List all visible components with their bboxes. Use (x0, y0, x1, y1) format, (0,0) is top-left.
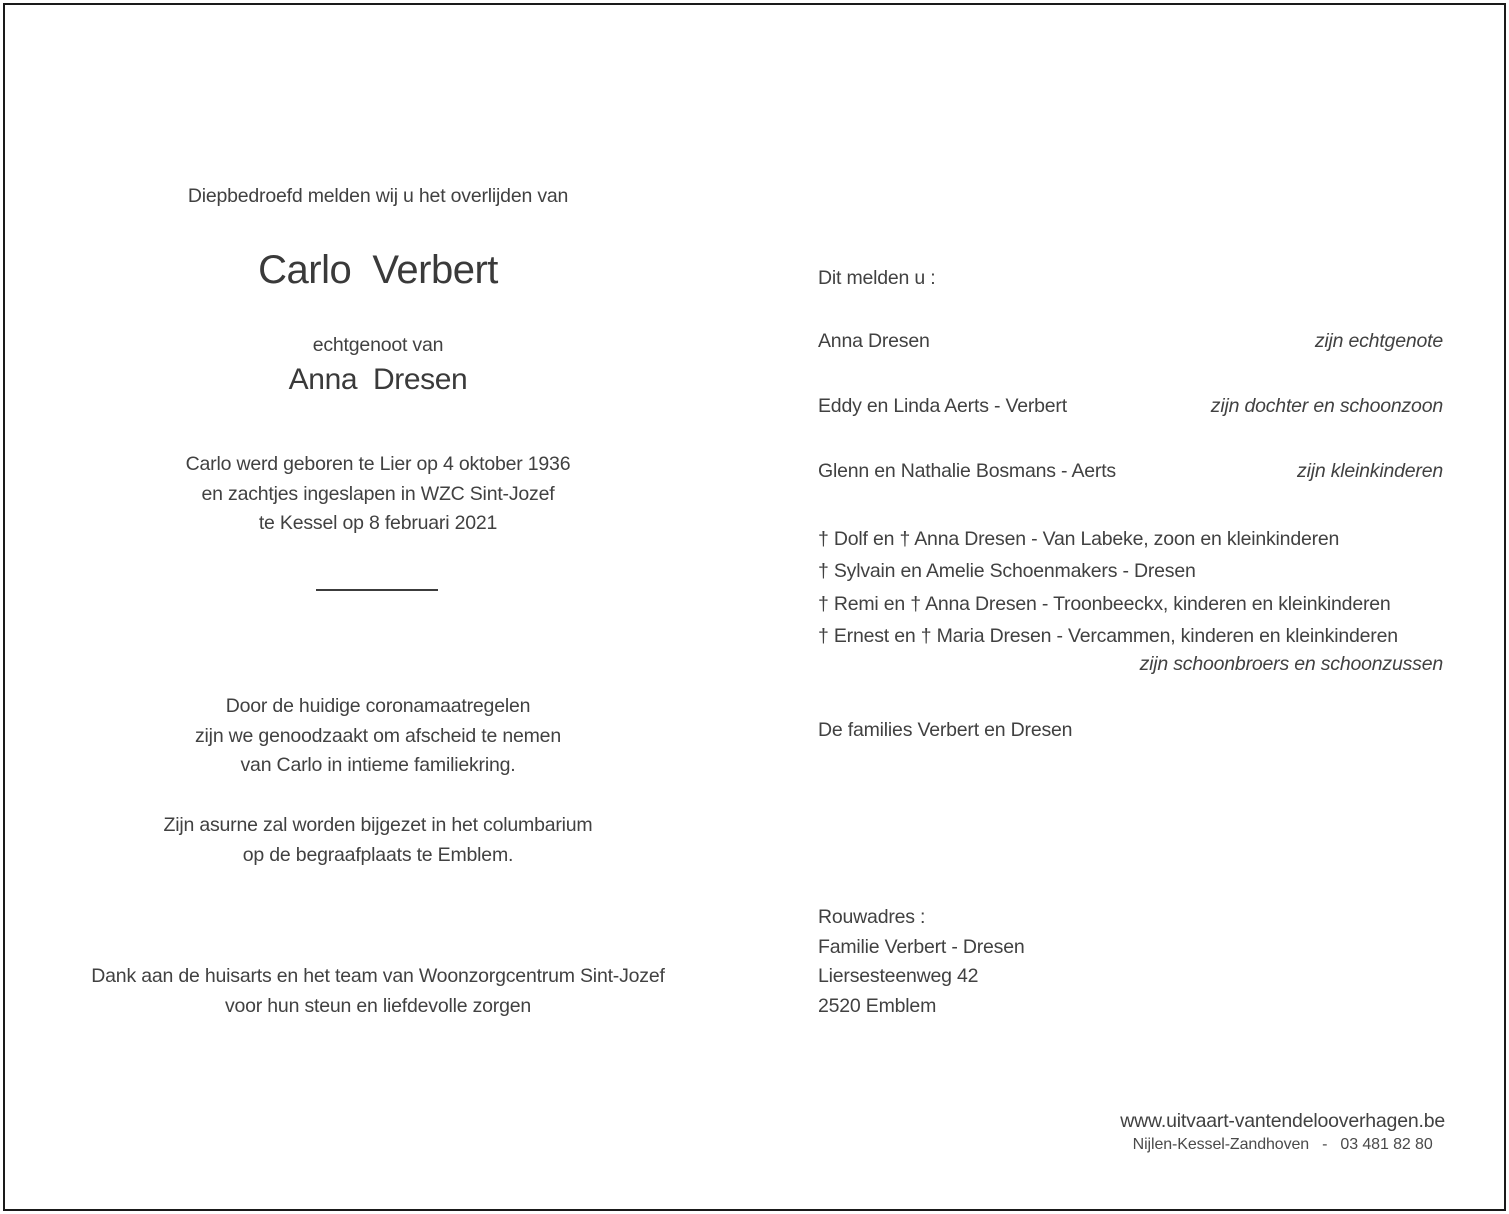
corona-notice-block (40, 692, 716, 781)
in-law-line: † Ernest en † Maria Dresen - Vercammen, kinderen en kleinkinderen (818, 625, 1398, 648)
announcer-relation: zijn kleinkinderen (1297, 460, 1443, 482)
in-law-line: † Dolf en † Anna Dresen - Van Labeke, zoon en kleinkinderen (818, 528, 1340, 550)
birth-death-line: te Kessel op 8 februari 2021 (258, 512, 498, 534)
funeral-home-footer (1120, 1109, 1445, 1155)
corona-notice-line: Door de huidige coronamaatregelen (225, 695, 531, 717)
deceased-name: Carlo Verbert (258, 248, 498, 292)
announcement-intro: Diepbedroefd melden wij u het overlijden van (187, 185, 569, 207)
announcer-name: Anna Dresen (818, 330, 930, 352)
in-law-line: † Remi en † Anna Dresen - Troonbeeckx, kinderen en kleinkinderen (818, 592, 1391, 615)
mourning-address-block (818, 903, 1443, 1021)
in-law-line: † Sylvain en Amelie Schoenmakers - Dresen (818, 560, 1196, 583)
corona-notice-line: zijn we genoodzaakt om afscheid te nemen (195, 724, 561, 747)
columbarium-notice-block (40, 811, 716, 870)
divider-line (316, 589, 438, 591)
birth-death-block (40, 450, 716, 539)
announcer-relation: zijn echtgenote (1314, 330, 1443, 352)
funeral-home-website: www.uitvaart-vantendelooverhagen.be (1120, 1110, 1445, 1132)
announcer-name: Glenn en Nathalie Bosmans - Aerts (818, 460, 1116, 482)
mourning-address-label: Rouwadres : (818, 906, 926, 928)
columbarium-notice-line: op de begraafplaats te Emblem. (242, 843, 514, 866)
in-law-relation: zijn schoonbroers en schoonzussen (1139, 653, 1443, 675)
families-line: De families Verbert en Dresen (818, 719, 1073, 741)
announcer-row (818, 459, 1443, 483)
funeral-home-locations-phone: Nijlen-Kessel-Zandhoven - 03 481 82 80 (1132, 1136, 1433, 1153)
thanks-block (40, 962, 716, 1021)
announcers-heading: Dit melden u : (818, 267, 936, 289)
mourning-address-line: 2520 Emblem (818, 994, 937, 1017)
corona-notice-line: van Carlo in intieme familiekring. (240, 754, 516, 776)
birth-death-line: en zachtjes ingeslapen in WZC Sint-Jozef (201, 482, 555, 505)
announcer-name: Eddy en Linda Aerts - Verbert (818, 395, 1067, 417)
thanks-line: Dank aan de huisarts en het team van Woonzorgcentrum Sint-Jozef (91, 965, 665, 987)
columbarium-notice-line: Zijn asurne zal worden bijgezet in het columbarium (163, 814, 593, 836)
thanks-line: voor hun steun en liefdevolle zorgen (224, 994, 532, 1017)
in-law-list (818, 523, 1443, 653)
announcer-relation: zijn dochter en schoonzoon (1210, 395, 1443, 417)
mourning-address-line: Liersesteenweg 42 (818, 965, 979, 987)
announcer-row (818, 329, 1443, 353)
relation-intro: echtgenoot van (312, 334, 444, 356)
announcer-row (818, 394, 1443, 418)
mourning-address-line: Familie Verbert - Dresen (818, 935, 1025, 958)
spouse-name: Anna Dresen (288, 363, 468, 396)
birth-death-line: Carlo werd geboren te Lier op 4 oktober 1936 (185, 453, 571, 475)
